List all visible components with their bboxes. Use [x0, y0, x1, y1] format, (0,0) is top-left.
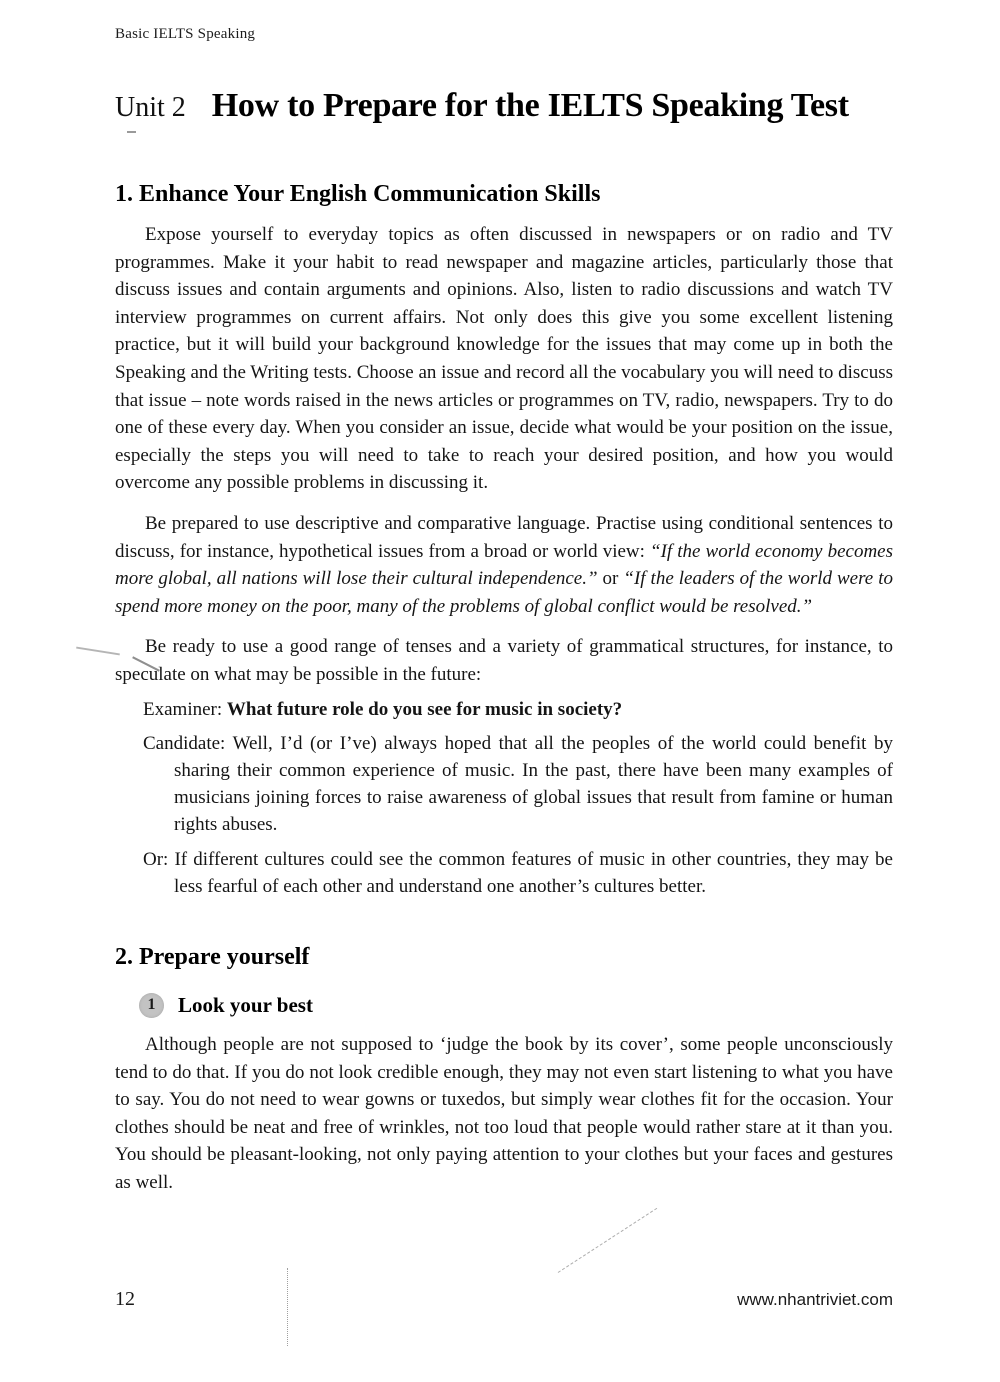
publisher-website: www.nhantriviet.com: [737, 1290, 893, 1309]
conditional-quote-2: “If the leaders of the world were to spend more money on the poor, many of the problems of global conflict would be resolved.”: [115, 568, 893, 617]
page-title: How to Prepare for the IELTS Speaking Test: [211, 87, 849, 124]
section-1-paragraph-1: Expose yourself to everyday topics as often discussed in newspapers or on radio and TV programmes. Make it your habit to read newspaper and magazine articles, particularly those that discuss issues and contain arguments and opinions. Also, listen to radio discussions and watch TV interview programmes on current affairs. Not only does this give you some excellent listening practice, but it will build your background knowledge for the issues that may come up in both the Speaking and the Writing tests. Choose an issue and record all the vocabulary you will need to discuss that issue – note words raised in the news articles or programmes on TV, radio, newspapers. Try to do one of these every day. When you consider an issue, decide what would be your position on the issue, especially the steps you will need to take to reach your desired position, and how you would overcome any possible problems in discussing it.: [115, 224, 893, 494]
examiner-line: [143, 696, 893, 723]
scan-scratch-line: [558, 1208, 658, 1273]
page-number: 12: [115, 1288, 135, 1310]
scan-margin-mark: [76, 647, 120, 656]
or-answer: If different cultures could see the common features of music in other countries, they may be less fearful of each other and understand one another’s cultures better.: [174, 848, 893, 897]
page-footer: [115, 1288, 893, 1311]
candidate-answer: Well, I’d (or I’ve) always hoped that all the peoples of the world could benefit by sharing their common experience of music. In the past, there have been many examples of musicians joining forces to raise awareness of global issues that result from famine or human rights abuses.: [174, 732, 893, 836]
candidate-line: [143, 730, 893, 839]
or-label: Or:: [143, 848, 175, 870]
section-2-heading: 2. Prepare yourself: [115, 943, 310, 970]
examiner-label: Examiner:: [143, 698, 227, 720]
page-content: [115, 26, 893, 1196]
section-1-heading: 1. Enhance Your English Communication Skills: [115, 181, 601, 207]
or-line: [143, 846, 893, 900]
candidate-label: Candidate:: [143, 732, 233, 754]
unit-title-row: [115, 87, 893, 125]
subsection-1-row: [139, 993, 893, 1018]
subsection-number-badge: 1: [139, 993, 164, 1018]
running-head: Basic IELTS Speaking: [115, 26, 256, 42]
section-1-paragraph-2: [115, 510, 893, 620]
paragraph-2-connector: or: [597, 568, 624, 590]
conditional-quote-1: “If the world economy becomes more global, all nations will lose their cultural independence.”: [115, 540, 893, 590]
section-1-paragraph-3: Be ready to use a good range of tenses and a variety of grammatical structures, for instance, to speculate on what may be possible in the future:: [115, 636, 893, 685]
unit-label: Unit 2: [115, 92, 186, 123]
examiner-question: What future role do you see for music in society?: [226, 698, 623, 720]
section-2-paragraph-1: Although people are not supposed to ‘judge the book by its cover’, some people unconsciously tend to do that. If you do not look credible enough, they may not even start listening to what you have to say. You do not need to wear gowns or tuxedos, but simply wear clothes fit for the occasion. Your clothes should be neat and free of wrinkles, not too loud that people would rather stare at it than you. You should be pleasant-looking, not only paying attention to your clothes but your faces and gestures as well.: [115, 1033, 893, 1193]
paragraph-2-lead: Be prepared to use descriptive and comparative language. Practise using conditional sentences to discuss, for instance, hypothetical issues from a broad or world view:: [115, 512, 893, 562]
scan-dash-under-unit: [127, 131, 136, 133]
subsection-1-title: Look your best: [178, 992, 313, 1017]
